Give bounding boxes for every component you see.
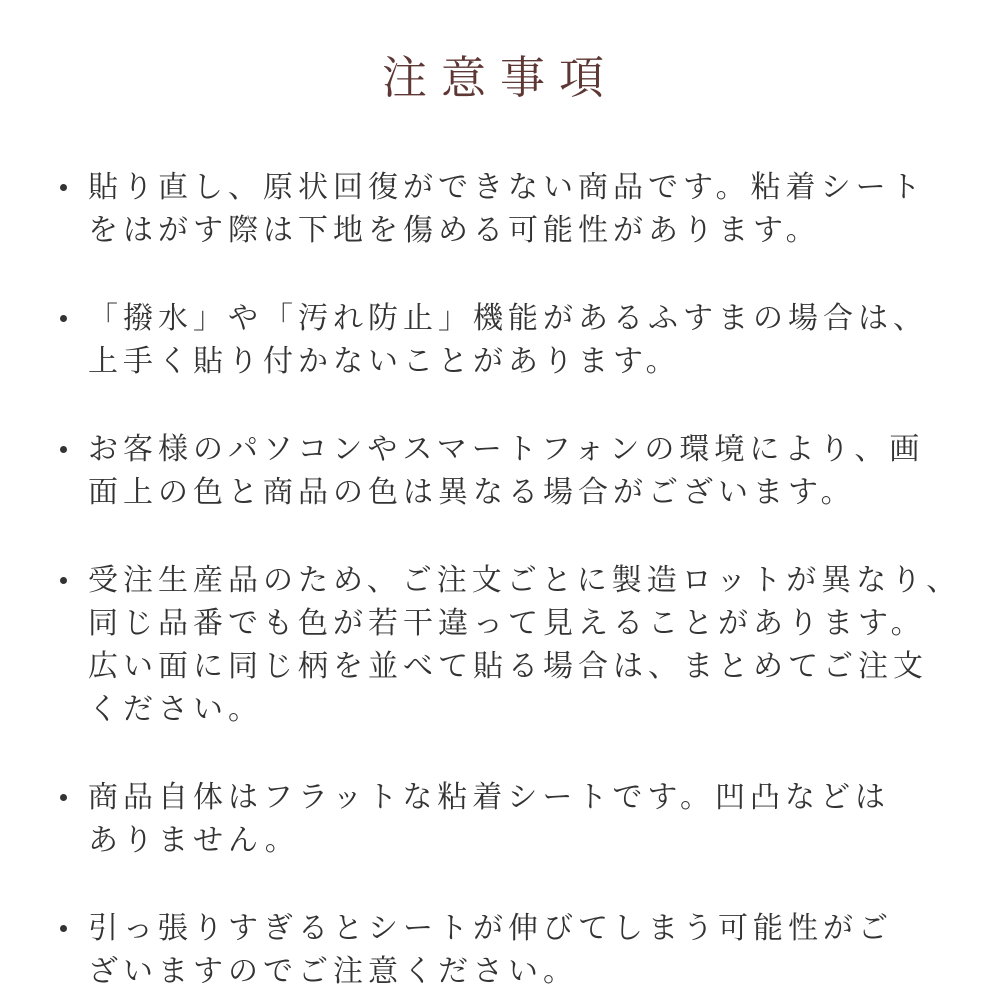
bullet-dot-icon — [60, 428, 88, 471]
bullet-dot-icon — [60, 907, 88, 950]
bullet-dot-icon — [60, 166, 88, 209]
note-text — [88, 907, 893, 993]
note-text — [88, 166, 926, 252]
note-line: 受注生産品のため、ご注文ごとに製造ロットが異なり、 — [88, 564, 962, 597]
note-line: ありません。 — [88, 824, 300, 857]
note-line: 「撥水」や「汚れ防止」機能があるふすまの場合は、 — [88, 302, 928, 335]
note-item — [60, 166, 960, 252]
note-item — [60, 559, 960, 731]
note-line: ざいますのでご注意ください。 — [88, 955, 578, 988]
note-line: ください。 — [88, 693, 263, 726]
note-text — [88, 776, 890, 862]
note-line: 引っ張りすぎるとシートが伸びてしまう可能性がご — [88, 912, 893, 945]
note-item — [60, 907, 960, 993]
note-line: お客様のパソコンやスマートフォンの環境により、画 — [88, 433, 925, 466]
note-line: をはがす際は下地を傷める可能性があります。 — [88, 214, 821, 247]
bullet-dot-icon — [60, 297, 88, 340]
note-line: 同じ品番でも色が若干違って見えることがあります。 — [88, 607, 926, 640]
note-text — [88, 297, 928, 383]
bullet-dot-icon — [60, 776, 88, 819]
note-line: 広い面に同じ柄を並べて貼る場合は、まとめてご注文 — [88, 650, 928, 683]
note-line: 面上の色と商品の色は異なる場合がございます。 — [88, 476, 856, 509]
note-text — [88, 559, 961, 731]
note-text — [88, 428, 924, 514]
note-line: 商品自体はフラットな粘着シートです。凹凸などは — [88, 781, 890, 814]
note-item — [60, 428, 960, 514]
bullet-dot-icon — [60, 559, 88, 602]
page-title: 注意事項 — [381, 52, 618, 103]
notes-list — [60, 166, 960, 993]
note-line: 貼り直し、原状回復ができない商品です。粘着シート — [88, 171, 926, 204]
note-item — [60, 776, 960, 862]
note-item — [60, 297, 960, 383]
note-line: 上手く貼り付かないことがあります。 — [88, 345, 681, 378]
